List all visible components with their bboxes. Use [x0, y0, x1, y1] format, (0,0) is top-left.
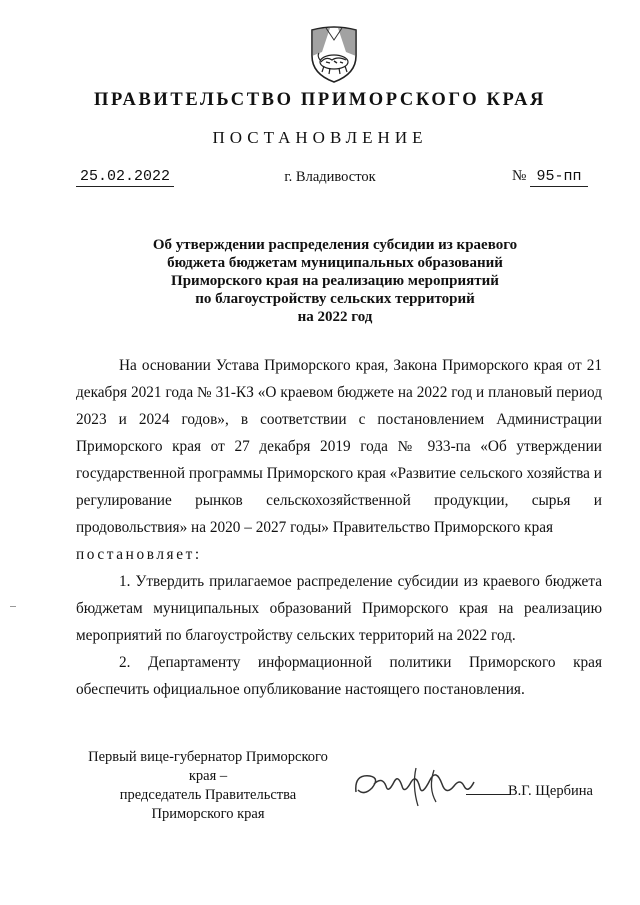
scan-mark [10, 606, 16, 607]
document-number: 95-пп [530, 168, 588, 187]
government-title: ПРАВИТЕЛЬСТВО ПРИМОРСКОГО КРАЯ [93, 90, 546, 110]
resolves-word: постановляет: [76, 546, 202, 563]
number-label: № [512, 168, 527, 184]
signatory-role: Первый вице-губернатор Приморского края – председатель Правительства Приморского края [88, 749, 328, 822]
signature-line [466, 794, 510, 795]
document-type: ПОСТАНОВЛЕНИЕ [212, 128, 428, 147]
signatory-name: В.Г. Щербина [508, 783, 593, 799]
document-subject: Об утверждении распределения субсидии из краевого бюджета бюджетам муниципальных образований Приморского края на реализацию мероприятий по благоустройству сельских территорий на 2022 год [152, 237, 518, 325]
document-date: 25.02.2022 [76, 168, 174, 187]
primorsky-krai-coat-of-arms-icon [306, 22, 362, 86]
handwritten-signature-icon [346, 762, 496, 812]
preamble-paragraph: На основании Устава Приморского края, Закона Приморского края от 21 декабря 2021 года № 31-КЗ «О краевом бюджете на 2022 год и плановый период 2023 и 2024 годов», в соответствии с постановлением Администрации Приморского края от 27 декабря 2019 года № 933-па «Об утверждении государственной программы Приморского края «Развитие сельского хозяйства и регулирование рынков сельскохозяйственной продукции, сырья и продовольствия» на 2020 – 2027 годы» Правительство Приморского края [76, 357, 602, 536]
document-city: г. Владивосток [284, 169, 376, 185]
resolution-item: 1. Утвердить прилагаемое распределение субсидии из краевого бюджета бюджетам муниципальных образований Приморского края на реализацию мероприятий по благоустройству сельских территорий на 2022 год. [76, 573, 602, 644]
document-body [76, 352, 602, 703]
resolution-item: 2. Департаменту информационной политики Приморского края обеспечить официальное опубликование настоящего постановления. [76, 654, 602, 698]
